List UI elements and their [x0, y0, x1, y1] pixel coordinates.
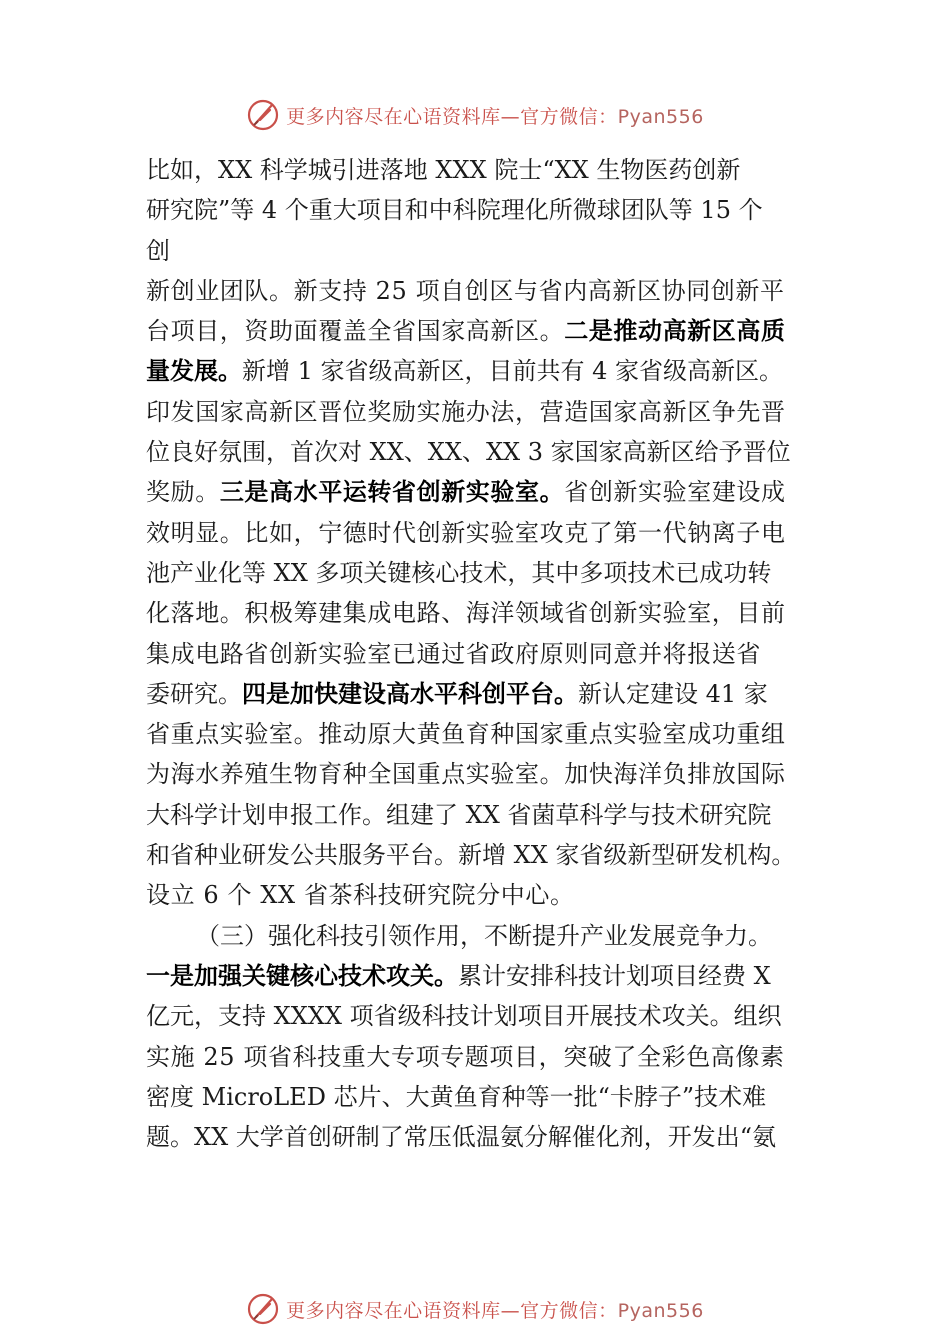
text-line: 题。XX 大学首创研制了常压低温氨分解催化剂，开发出“氨: [146, 1123, 777, 1152]
text-line: 奖励。三是高水平运转省创新实验室。省创新实验室建设成: [146, 478, 786, 507]
section-heading: （三）强化科技引领作用，不断提升产业发展竞争力。: [196, 921, 772, 950]
text-line: 密度 MicroLED 芯片、大黄鱼育种等一批“卡脖子”技术难: [146, 1082, 767, 1111]
text-line: 为海水养殖生物育种全国重点实验室。加快海洋负排放国际: [146, 760, 786, 789]
text-line: 研究院”等 4 个重大项目和中科院理化所微球团队等 15 个: [146, 196, 763, 225]
text-line: 大科学计划申报工作。组建了 XX 省菌草科学与技术研究院: [146, 800, 772, 829]
text-line: 台项目，资助面覆盖全省国家高新区。二是推动高新区高质: [146, 317, 786, 346]
feather-pen-logo-icon: [246, 98, 280, 132]
text-line: 创: [146, 236, 171, 265]
text-line: 集成电路省创新实验室已通过省政府原则同意并将报送省: [146, 639, 761, 668]
bold-heading: 量发展。: [146, 357, 242, 386]
text-line: 和省种业研发公共服务平台。新增 XX 家省级新型研发机构。: [146, 841, 796, 870]
text-line: 省重点实验室。推动原大黄鱼育种国家重点实验室成功重组: [146, 720, 786, 749]
bold-heading: 二是推动高新区高质: [564, 317, 786, 346]
text-line: 一是加强关键核心技术攻关。累计安排科技计划项目经费 X: [146, 961, 771, 990]
text-line: 位良好氛围，首次对 XX、XX、XX 3 家国家高新区给予晋位: [146, 438, 791, 467]
bold-heading: 三是高水平运转省创新实验室。: [219, 478, 565, 507]
footer-banner: [0, 1289, 950, 1329]
text-line: 比如，XX 科学城引进落地 XXX 院士“XX 生物医药创新: [146, 156, 741, 184]
text-line: 印发国家高新区晋位奖励实施办法，营造国家高新区争先晋: [146, 397, 786, 426]
feather-pen-logo-icon: [246, 1292, 280, 1326]
text-line: 新创业团队。新支持 25 项自创区与省内高新区协同创新平: [146, 276, 785, 305]
header-banner: [0, 95, 950, 135]
text-line: 效明显。比如，宁德时代创新实验室攻克了第一代钠离子电: [146, 518, 786, 547]
text-line: 实施 25 项省科技重大专项专题项目，突破了全彩色高像素: [146, 1042, 785, 1071]
text-line: 化落地。积极筹建集成电路、海洋领域省创新实验室，目前: [146, 599, 786, 628]
bold-heading: 一是加强关键核心技术攻关。: [146, 961, 458, 990]
text-line: 亿元，支持 XXXX 项省级科技计划项目开展技术攻关。组织: [146, 1002, 782, 1031]
text-line: 委研究。四是加快建设高水平科创平台。新认定建设 41 家: [146, 679, 768, 708]
text-line: 设立 6 个 XX 省茶科技研究院分中心。: [146, 881, 575, 910]
text-line: 量发展。新增 1 家省级高新区，目前共有 4 家省级高新区。: [146, 357, 784, 386]
footer-banner-text: 更多内容尽在心语资料库—官方微信：Pyan556: [286, 1299, 704, 1322]
header-banner-text: 更多内容尽在心语资料库—官方微信：Pyan556: [286, 105, 704, 128]
text-line: 池产业化等 XX 多项关键核心技术，其中多项技术已成功转: [146, 558, 772, 587]
document-body: [146, 150, 826, 1157]
bold-heading: 四是加快建设高水平科创平台。: [242, 679, 578, 708]
